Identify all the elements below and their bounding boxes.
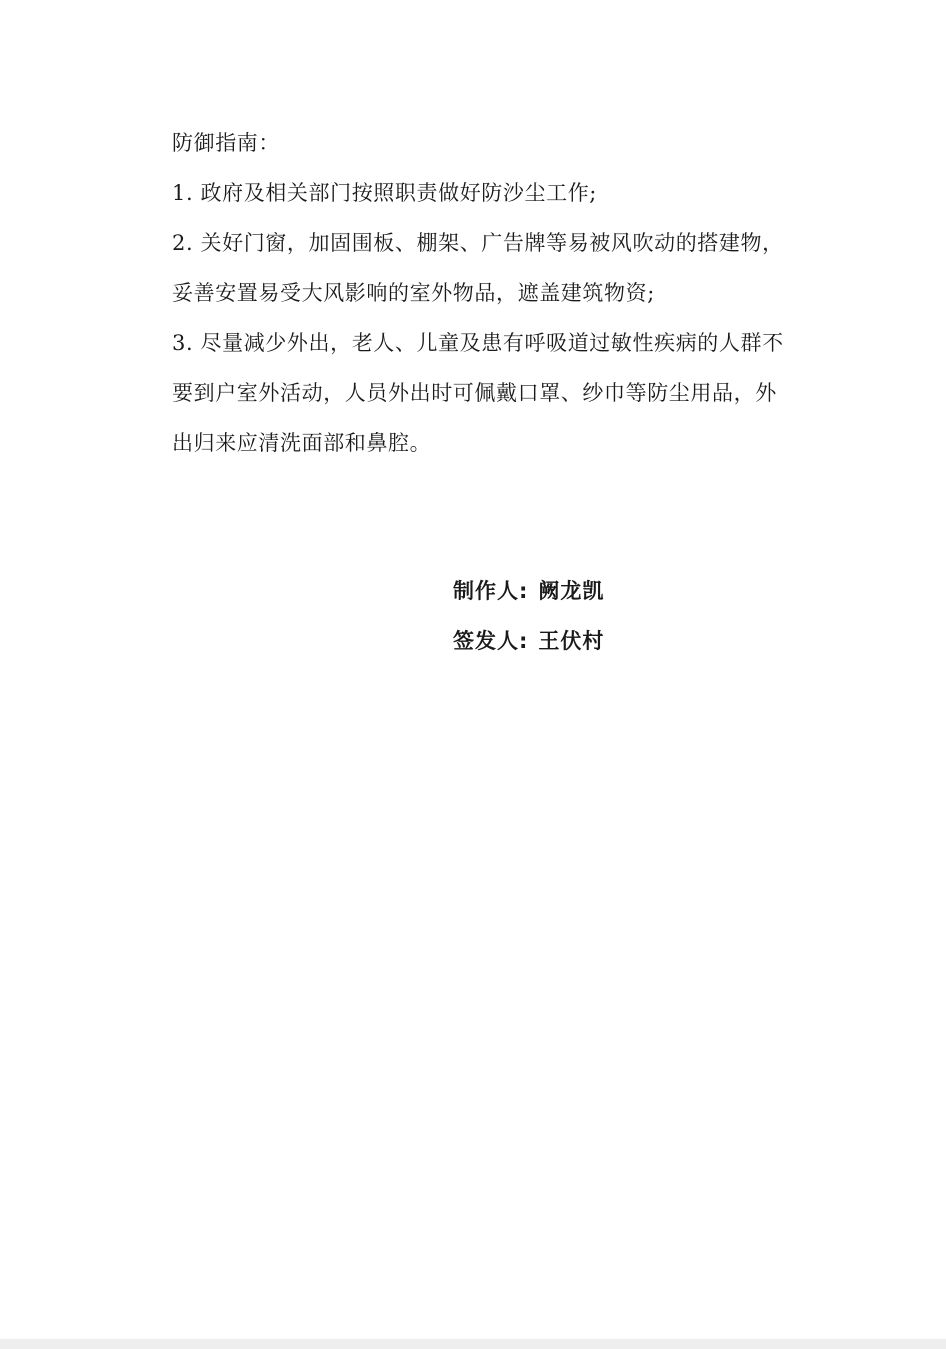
signature-block [453, 566, 753, 666]
issuer-line [453, 616, 753, 666]
guide-item-3-continued: 要到户室外活动，人员外出时可佩戴口罩、纱巾等防尘用品，外 [172, 381, 777, 405]
guide-item-1: 1. 政府及相关部门按照职责做好防沙尘工作; [172, 181, 597, 205]
guide-item-2-continued: 妥善安置易受大风影响的室外物品，遮盖建筑物资; [172, 281, 655, 305]
defense-guide [172, 118, 812, 468]
guide-item-3-end: 出归来应清洗面部和鼻腔。 [172, 431, 432, 455]
issuer-name: 王伏村 [538, 629, 605, 653]
producer-label: 制作人: [453, 579, 529, 603]
producer-line [453, 566, 753, 616]
guide-heading: 防御指南： [172, 131, 280, 155]
issuer-label: 签发人: [453, 629, 529, 653]
guide-item-3: 3. 尽量减少外出，老人、儿童及患有呼吸道过敏性疾病的人群不 [172, 331, 784, 355]
page-bottom-edge [0, 1339, 946, 1349]
guide-item-2: 2. 关好门窗，加固围板、棚架、广告牌等易被风吹动的搭建物， [172, 231, 784, 255]
producer-name: 阙龙凯 [538, 579, 605, 603]
